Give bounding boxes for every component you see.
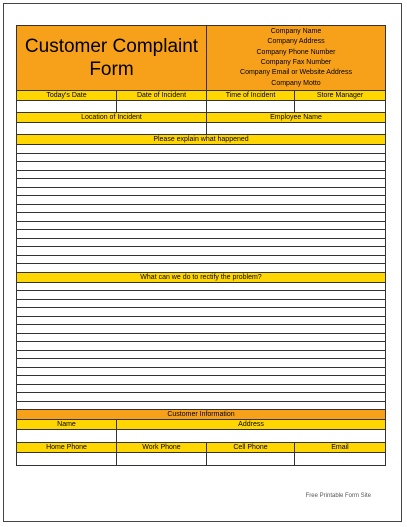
label-todays-date: Today's Date — [17, 91, 117, 100]
company-fax: Company Fax Number — [260, 59, 332, 66]
writing-line[interactable] — [17, 334, 385, 343]
form-page — [3, 3, 402, 522]
writing-line[interactable] — [17, 162, 385, 171]
label-email: Email — [295, 443, 385, 452]
writing-line[interactable] — [17, 317, 385, 326]
writing-line[interactable] — [17, 196, 385, 205]
location-fields-row — [17, 123, 385, 135]
field-address[interactable] — [117, 430, 385, 442]
customer-name-fields-row — [17, 430, 385, 443]
label-address: Address — [117, 420, 385, 429]
form-title-line2: Form — [89, 59, 134, 80]
writing-line[interactable] — [17, 205, 385, 214]
writing-line[interactable] — [17, 222, 385, 231]
form-title — [17, 26, 207, 90]
label-date-of-incident: Date of Incident — [117, 91, 207, 100]
incident-labels-row — [17, 91, 385, 101]
field-email[interactable] — [295, 453, 385, 465]
field-store-manager[interactable] — [295, 101, 385, 112]
field-location-of-incident[interactable] — [17, 123, 207, 134]
customer-phone-labels-row — [17, 443, 385, 453]
writing-line[interactable] — [17, 213, 385, 222]
footer-site-text: Free Printable Form Site — [305, 493, 371, 499]
writing-line[interactable] — [17, 239, 385, 248]
writing-line[interactable] — [17, 230, 385, 239]
field-date-of-incident[interactable] — [117, 101, 207, 112]
label-time-of-incident: Time of Incident — [207, 91, 295, 100]
label-cell-phone: Cell Phone — [207, 443, 295, 452]
section-explain-header: Please explain what happened — [17, 135, 385, 145]
field-cell-phone[interactable] — [207, 453, 295, 465]
writing-line[interactable] — [17, 283, 385, 292]
writing-line[interactable] — [17, 325, 385, 334]
location-labels-row — [17, 113, 385, 123]
field-name[interactable] — [17, 430, 117, 442]
label-location-of-incident: Location of Incident — [17, 113, 207, 122]
writing-line[interactable] — [17, 359, 385, 368]
writing-line[interactable] — [17, 385, 385, 394]
explain-lines[interactable] — [17, 145, 385, 273]
writing-line[interactable] — [17, 291, 385, 300]
writing-line[interactable] — [17, 376, 385, 385]
label-home-phone: Home Phone — [17, 443, 117, 452]
writing-line[interactable] — [17, 402, 385, 411]
label-store-manager: Store Manager — [295, 91, 385, 100]
writing-line[interactable] — [17, 300, 385, 309]
company-info — [207, 26, 385, 90]
writing-line[interactable] — [17, 188, 385, 197]
incident-fields-row — [17, 101, 385, 113]
field-time-of-incident[interactable] — [207, 101, 295, 112]
field-home-phone[interactable] — [17, 453, 117, 465]
customer-phone-fields-row — [17, 453, 385, 465]
form-title-line1: Customer Complaint — [24, 36, 199, 57]
label-employee-name: Employee Name — [207, 113, 385, 122]
writing-line[interactable] — [17, 256, 385, 265]
rectify-lines[interactable] — [17, 283, 385, 411]
writing-line[interactable] — [17, 368, 385, 377]
writing-line[interactable] — [17, 171, 385, 180]
field-todays-date[interactable] — [17, 101, 117, 112]
writing-line[interactable] — [17, 351, 385, 360]
field-work-phone[interactable] — [117, 453, 207, 465]
label-work-phone: Work Phone — [117, 443, 207, 452]
writing-line[interactable] — [17, 393, 385, 402]
writing-line[interactable] — [17, 264, 385, 273]
field-employee-name[interactable] — [207, 123, 385, 134]
writing-line[interactable] — [17, 179, 385, 188]
label-name: Name — [17, 420, 117, 429]
company-email-website: Company Email or Website Address — [240, 69, 352, 77]
writing-line[interactable] — [17, 247, 385, 256]
writing-line[interactable] — [17, 342, 385, 351]
writing-line[interactable] — [17, 145, 385, 154]
complaint-form — [16, 25, 386, 466]
company-address: Company Address — [267, 38, 325, 46]
section-rectify-header: What can we do to rectify the problem? — [17, 273, 385, 283]
writing-line[interactable] — [17, 154, 385, 163]
company-phone: Company Phone Number — [256, 48, 336, 56]
company-motto: Company Motto — [271, 79, 321, 87]
writing-line[interactable] — [17, 308, 385, 317]
customer-info-header: Customer Information — [17, 410, 385, 420]
customer-name-labels-row — [17, 420, 385, 430]
company-name: Company Name — [270, 27, 322, 35]
form-header — [17, 26, 385, 91]
